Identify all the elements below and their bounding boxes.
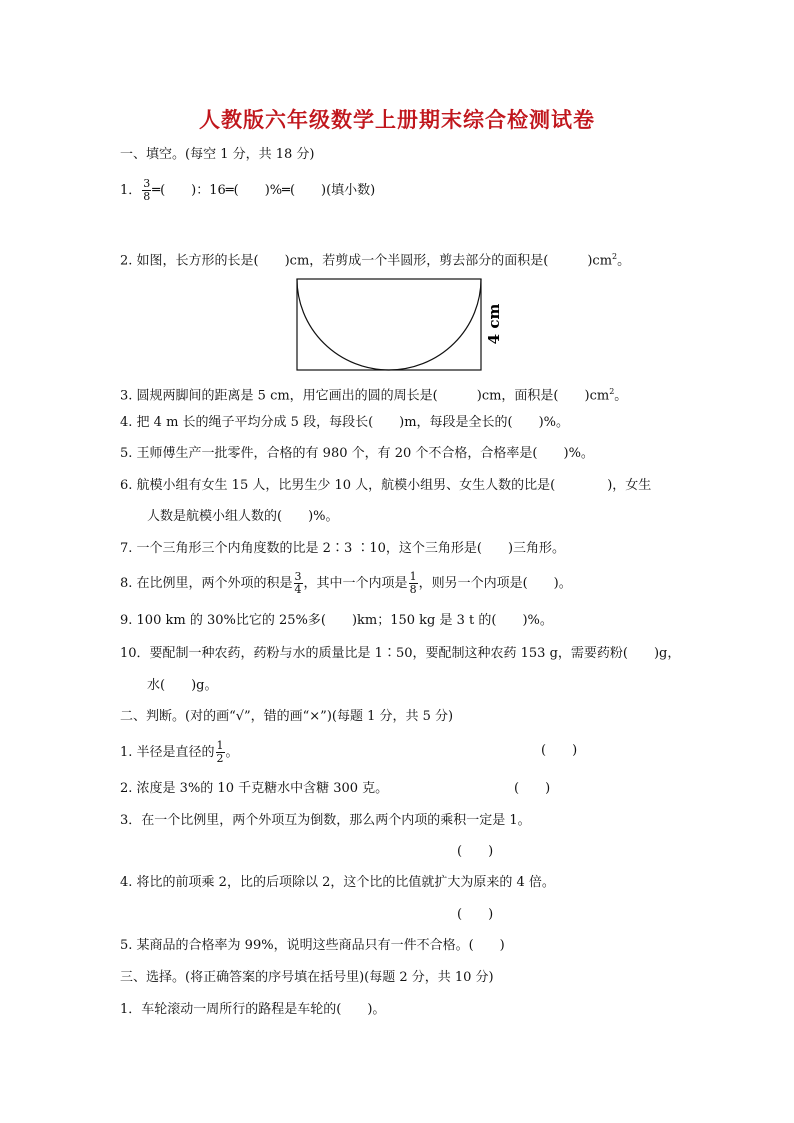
figure-height-label: 4 cm	[485, 303, 503, 345]
q1-frac-num: 3	[143, 177, 151, 190]
section2-heading: 二、判断。(对的画“√”，错的画“×”)(每题 1 分，共 5 分)	[120, 709, 454, 724]
q8-f1-den: 4	[294, 583, 302, 596]
s2-question-5: 5. 某商品的合格率为 99%，说明这些商品只有一件不合格。( )	[120, 938, 505, 953]
s2q1-pre: 1. 半径是直径的	[120, 745, 215, 760]
section1-heading: 一、填空。(每空 1 分，共 18 分)	[120, 147, 315, 162]
q1-frac-den: 8	[143, 190, 151, 203]
s2q1-post: 。	[225, 745, 239, 760]
s2q4-answer-paren: ( )	[457, 907, 494, 922]
s2q1-fraction	[216, 740, 225, 765]
s3-question-1: 1．车轮滚动一周所行的路程是车轮的( )。	[120, 1002, 386, 1017]
s1-question-10-line1: 10．要配制一种农药，药粉与水的质量比是 1∶50，要配制这种农药 153 g，需要药粉( )g，	[120, 646, 681, 661]
s1-question-8	[120, 571, 572, 596]
s2-question-4: 4. 将比的前项乘 2，比的后项除以 2，这个比的比值就扩大为原来的 4 倍。	[120, 875, 555, 890]
s1-question-3	[120, 383, 627, 405]
s2q1-f-num: 1	[216, 739, 224, 752]
q1-number: 1．	[120, 183, 142, 198]
s1-question-7: 7. 一个三角形三个内角度数的比是 2∶3 ∶10，这个三角形是( )三角形。	[120, 541, 566, 556]
q3-sup: 2	[609, 387, 615, 396]
q1-rest: ═( )：16═( )%═( )(填小数)	[152, 183, 376, 198]
q2-text: 2. 如图，长方形的长是( )cm，若剪成一个半圆形，剪去部分的面积是( )cm	[120, 253, 613, 269]
s2q1-answer-paren: ( )	[541, 743, 578, 758]
q2-end: 。	[617, 253, 631, 269]
rectangle-semicircle-figure	[296, 278, 526, 373]
q8-f1-num: 3	[294, 570, 302, 583]
q8-pre: 8. 在比例里，两个外项的积是	[120, 576, 293, 591]
q2-sup: 2	[612, 252, 618, 261]
s1-question-9: 9. 100 km 的 30%比它的 25%多( )km；150 kg 是 3 t 的( )%。	[120, 613, 553, 628]
s1-question-1	[120, 178, 375, 203]
semicircle-arc	[297, 279, 481, 370]
s2-question-3: 3．在一个比例里，两个外项互为倒数，那么两个内项的乘积一定是 1。	[120, 813, 531, 828]
rectangle-shape	[297, 279, 481, 370]
q1-fraction	[142, 178, 151, 203]
q8-fraction-2	[409, 571, 418, 596]
page-title: 人教版六年级数学上册期末综合检测试卷	[199, 107, 595, 132]
s1-question-2	[120, 248, 630, 270]
q3-end: 。	[614, 388, 628, 404]
q8-fraction-1	[294, 571, 303, 596]
s2q2-answer-paren: ( )	[514, 781, 551, 796]
s1-question-6-line2: 人数是航模小组人数的( )%。	[147, 509, 339, 524]
section3-heading: 三、选择。(将正确答案的序号填在括号里)(每题 2 分，共 10 分)	[120, 970, 494, 985]
s1-question-10-line2: 水( )g。	[147, 678, 218, 693]
s2-question-1	[120, 740, 239, 765]
s2q1-f-den: 2	[216, 752, 224, 765]
q3-text: 3. 圆规两脚间的距离是 5 cm，用它画出的圆的周长是( )cm，面积是( )cm	[120, 388, 610, 404]
s2-question-2: 2. 浓度是 3%的 10 千克糖水中含糖 300 克。	[120, 781, 389, 796]
s1-question-6-line1: 6. 航模小组有女生 15 人，比男生少 10 人，航模小组男、女生人数的比是( )，女生	[120, 478, 652, 493]
q8-f2-den: 8	[409, 583, 417, 596]
q8-f2-num: 1	[409, 570, 417, 583]
s1-question-5: 5. 王师傅生产一批零件，合格的有 980 个，有 20 个不合格，合格率是( )%。	[120, 446, 594, 461]
q8-post: ，则另一个内项是( )。	[418, 576, 572, 591]
s2q3-answer-paren: ( )	[457, 844, 494, 859]
s1-question-4: 4. 把 4 m 长的绳子平均分成 5 段，每段长( )m，每段是全长的( )%。	[120, 415, 570, 430]
q8-mid: ，其中一个内项是	[303, 576, 408, 591]
